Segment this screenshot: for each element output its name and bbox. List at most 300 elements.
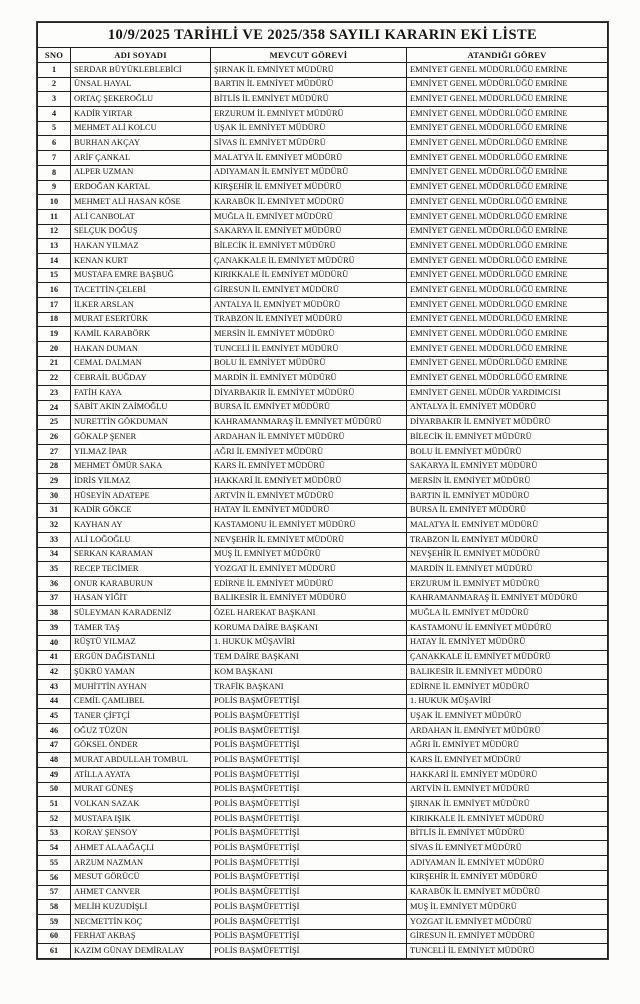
current-duty-cell: DİYARBAKIR İL EMNİYET MÜDÜRÜ <box>211 386 407 401</box>
row-number-cell: 47 <box>38 738 71 753</box>
table-row <box>38 870 608 885</box>
current-duty-cell: POLİS BAŞMÜFETTİŞİ <box>211 914 407 929</box>
row-number-cell: 21 <box>38 356 71 371</box>
current-duty-cell: POLİS BAŞMÜFETTİŞİ <box>211 709 407 724</box>
table-row <box>38 914 608 929</box>
row-number-cell: 1 <box>38 63 71 78</box>
current-duty-cell: KIRŞEHİR İL EMNİYET MÜDÜRÜ <box>211 180 407 195</box>
assignments-table <box>37 22 608 959</box>
table-row <box>38 885 608 900</box>
current-duty-cell: TEM DAİRE BAŞKANI <box>211 650 407 665</box>
name-cell: İLKER ARSLAN <box>71 298 211 313</box>
name-cell: TACETTİN ÇELEBİ <box>71 283 211 298</box>
name-cell: TAMER TAŞ <box>71 621 211 636</box>
table-row <box>38 107 608 122</box>
name-cell: YILMAZ İPAR <box>71 444 211 459</box>
row-number-cell: 52 <box>38 812 71 827</box>
row-number-cell: 17 <box>38 298 71 313</box>
name-cell: FATİH KAYA <box>71 386 211 401</box>
current-duty-cell: MARDİN İL EMNİYET MÜDÜRÜ <box>211 371 407 386</box>
row-number-cell: 13 <box>38 239 71 254</box>
table-row <box>38 312 608 327</box>
assigned-duty-cell: BARTIN İL EMNİYET MÜDÜRÜ <box>407 488 608 503</box>
name-cell: MEHMET ALİ HASAN KÖSE <box>71 195 211 210</box>
row-number-cell: 11 <box>38 209 71 224</box>
row-number-cell: 27 <box>38 444 71 459</box>
current-duty-cell: SİVAS İL EMNİYET MÜDÜRÜ <box>211 136 407 151</box>
column-header-current-duty: MEVCUT GÖREVİ <box>211 48 407 63</box>
assigned-duty-cell: EMNİYET GENEL MÜDÜRLÜĞÜ EMRİNE <box>407 77 608 92</box>
row-number-cell: 51 <box>38 797 71 812</box>
row-number-cell: 16 <box>38 283 71 298</box>
assigned-duty-cell: ADIYAMAN İL EMNİYET MÜDÜRÜ <box>407 856 608 871</box>
table-row <box>38 268 608 283</box>
current-duty-cell: ARTVİN İL EMNİYET MÜDÜRÜ <box>211 488 407 503</box>
assigned-duty-cell: BALIKESİR İL EMNİYET MÜDÜRÜ <box>407 665 608 680</box>
name-cell: FERHAT AKBAŞ <box>71 929 211 944</box>
name-cell: ATİLLA AYATA <box>71 768 211 783</box>
assigned-duty-cell: KIRIKKALE İL EMNİYET MÜDÜRÜ <box>407 812 608 827</box>
table-row <box>38 900 608 915</box>
name-cell: AHMET CANVER <box>71 885 211 900</box>
name-cell: ARZUM NAZMAN <box>71 856 211 871</box>
assigned-duty-cell: EMNİYET GENEL MÜDÜRLÜĞÜ EMRİNE <box>407 342 608 357</box>
current-duty-cell: BİLECİK İL EMNİYET MÜDÜRÜ <box>211 239 407 254</box>
current-duty-cell: POLİS BAŞMÜFETTİŞİ <box>211 929 407 944</box>
assigned-duty-cell: EMNİYET GENEL MÜDÜRLÜĞÜ EMRİNE <box>407 63 608 78</box>
row-number-cell: 35 <box>38 562 71 577</box>
table-row <box>38 797 608 812</box>
name-cell: NURETTİN GÖKDUMAN <box>71 415 211 430</box>
table-row <box>38 327 608 342</box>
row-number-cell: 33 <box>38 533 71 548</box>
row-number-cell: 49 <box>38 768 71 783</box>
current-duty-cell: POLİS BAŞMÜFETTİŞİ <box>211 885 407 900</box>
row-number-cell: 19 <box>38 327 71 342</box>
name-cell: HASAN YİĞİT <box>71 591 211 606</box>
name-cell: RECEP TECİMER <box>71 562 211 577</box>
row-number-cell: 32 <box>38 518 71 533</box>
table-row <box>38 518 608 533</box>
row-number-cell: 5 <box>38 121 71 136</box>
assigned-duty-cell: ERZURUM İL EMNİYET MÜDÜRÜ <box>407 577 608 592</box>
name-cell: ERDOĞAN KARTAL <box>71 180 211 195</box>
current-duty-cell: POLİS BAŞMÜFETTİŞİ <box>211 753 407 768</box>
row-number-cell: 14 <box>38 253 71 268</box>
current-duty-cell: BİTLİS İL EMNİYET MÜDÜRÜ <box>211 92 407 107</box>
table-row <box>38 768 608 783</box>
assigned-duty-cell: EMNİYET GENEL MÜDÜRLÜĞÜ EMRİNE <box>407 283 608 298</box>
assigned-duty-cell: SAKARYA İL EMNİYET MÜDÜRÜ <box>407 459 608 474</box>
name-cell: NECMETTİN KOÇ <box>71 914 211 929</box>
assigned-duty-cell: TRABZON İL EMNİYET MÜDÜRÜ <box>407 533 608 548</box>
assigned-duty-cell: YOZGAT İL EMNİYET MÜDÜRÜ <box>407 914 608 929</box>
current-duty-cell: POLİS BAŞMÜFETTİŞİ <box>211 694 407 709</box>
assigned-duty-cell: HATAY İL EMNİYET MÜDÜRÜ <box>407 635 608 650</box>
assigned-duty-cell: EDİRNE İL EMNİYET MÜDÜRÜ <box>407 679 608 694</box>
current-duty-cell: POLİS BAŞMÜFETTİŞİ <box>211 826 407 841</box>
row-number-cell: 9 <box>38 180 71 195</box>
assigned-duty-cell: UŞAK İL EMNİYET MÜDÜRÜ <box>407 709 608 724</box>
table-row <box>38 826 608 841</box>
assigned-duty-cell: MARDİN İL EMNİYET MÜDÜRÜ <box>407 562 608 577</box>
row-number-cell: 36 <box>38 577 71 592</box>
table-row <box>38 679 608 694</box>
table-row <box>38 841 608 856</box>
current-duty-cell: HAKKARİ İL EMNİYET MÜDÜRÜ <box>211 474 407 489</box>
row-number-cell: 43 <box>38 679 71 694</box>
table-row <box>38 224 608 239</box>
table-row <box>38 944 608 959</box>
name-cell: KADİR GÖKCE <box>71 503 211 518</box>
assigned-duty-cell: BURSA İL EMNİYET MÜDÜRÜ <box>407 503 608 518</box>
row-number-cell: 59 <box>38 914 71 929</box>
assigned-duty-cell: AĞRI İL EMNİYET MÜDÜRÜ <box>407 738 608 753</box>
name-cell: SERKAN KARAMAN <box>71 547 211 562</box>
name-cell: KADİR YIRTAR <box>71 107 211 122</box>
row-number-cell: 23 <box>38 386 71 401</box>
current-duty-cell: POLİS BAŞMÜFETTİŞİ <box>211 768 407 783</box>
current-duty-cell: ÖZEL HAREKAT BAŞKANI <box>211 606 407 621</box>
row-number-cell: 53 <box>38 826 71 841</box>
column-header-name: ADI SOYADI <box>71 48 211 63</box>
table-title-row <box>38 23 608 48</box>
name-cell: KAYHAN AY <box>71 518 211 533</box>
row-number-cell: 20 <box>38 342 71 357</box>
table-row <box>38 209 608 224</box>
table-row <box>38 606 608 621</box>
current-duty-cell: ADIYAMAN İL EMNİYET MÜDÜRÜ <box>211 165 407 180</box>
current-duty-cell: POLİS BAŞMÜFETTİŞİ <box>211 841 407 856</box>
assigned-duty-cell: BİLECİK İL EMNİYET MÜDÜRÜ <box>407 430 608 445</box>
table-row <box>38 400 608 415</box>
name-cell: KAZIM GÜNAY DEMİRALAY <box>71 944 211 959</box>
assigned-duty-cell: TUNCELİ İL EMNİYET MÜDÜRÜ <box>407 944 608 959</box>
current-duty-cell: POLİS BAŞMÜFETTİŞİ <box>211 870 407 885</box>
name-cell: MURAT GÜNEŞ <box>71 782 211 797</box>
row-number-cell: 6 <box>38 136 71 151</box>
assigned-duty-cell: HAKKARİ İL EMNİYET MÜDÜRÜ <box>407 768 608 783</box>
row-number-cell: 26 <box>38 430 71 445</box>
table-row <box>38 298 608 313</box>
assigned-duty-cell: EMNİYET GENEL MÜDÜRLÜĞÜ EMRİNE <box>407 312 608 327</box>
table-row <box>38 621 608 636</box>
assigned-duty-cell: NEVŞEHİR İL EMNİYET MÜDÜRÜ <box>407 547 608 562</box>
name-cell: SABİT AKIN ZAİMOĞLU <box>71 400 211 415</box>
assigned-duty-cell: KARABÜK İL EMNİYET MÜDÜRÜ <box>407 885 608 900</box>
name-cell: CEMAL DALMAN <box>71 356 211 371</box>
table-row <box>38 723 608 738</box>
assigned-duty-cell: ÇANAKKALE İL EMNİYET MÜDÜRÜ <box>407 650 608 665</box>
row-number-cell: 48 <box>38 753 71 768</box>
row-number-cell: 44 <box>38 694 71 709</box>
name-cell: RÜŞTÜ YILMAZ <box>71 635 211 650</box>
name-cell: ALPER UZMAN <box>71 165 211 180</box>
name-cell: ERGÜN DAĞISTANLI <box>71 650 211 665</box>
table-row <box>38 577 608 592</box>
current-duty-cell: KASTAMONU İL EMNİYET MÜDÜRÜ <box>211 518 407 533</box>
table-row <box>38 342 608 357</box>
current-duty-cell: BALIKESİR İL EMNİYET MÜDÜRÜ <box>211 591 407 606</box>
current-duty-cell: MUŞ İL EMNİYET MÜDÜRÜ <box>211 547 407 562</box>
name-cell: BURHAN AKÇAY <box>71 136 211 151</box>
name-cell: ALİ LOĞOĞLU <box>71 533 211 548</box>
current-duty-cell: HATAY İL EMNİYET MÜDÜRÜ <box>211 503 407 518</box>
name-cell: KAMİL KARABÖRK <box>71 327 211 342</box>
name-cell: MUHİTTİN AYHAN <box>71 679 211 694</box>
assigned-duty-cell: EMNİYET GENEL MÜDÜRLÜĞÜ EMRİNE <box>407 165 608 180</box>
current-duty-cell: MERSİN İL EMNİYET MÜDÜRÜ <box>211 327 407 342</box>
table-row <box>38 356 608 371</box>
current-duty-cell: POLİS BAŞMÜFETTİŞİ <box>211 944 407 959</box>
assigned-duty-cell: EMNİYET GENEL MÜDÜRLÜĞÜ EMRİNE <box>407 180 608 195</box>
assigned-duty-cell: DİYARBAKIR İL EMNİYET MÜDÜRÜ <box>407 415 608 430</box>
row-number-cell: 40 <box>38 635 71 650</box>
table-row <box>38 121 608 136</box>
current-duty-cell: POLİS BAŞMÜFETTİŞİ <box>211 738 407 753</box>
row-number-cell: 31 <box>38 503 71 518</box>
name-cell: ORTAÇ ŞEKEROĞLU <box>71 92 211 107</box>
table-row <box>38 136 608 151</box>
current-duty-cell: ŞIRNAK İL EMNİYET MÜDÜRÜ <box>211 63 407 78</box>
assigned-duty-cell: ANTALYA İL EMNİYET MÜDÜRÜ <box>407 400 608 415</box>
current-duty-cell: KARS İL EMNİYET MÜDÜRÜ <box>211 459 407 474</box>
current-duty-cell: YOZGAT İL EMNİYET MÜDÜRÜ <box>211 562 407 577</box>
assigned-duty-cell: ARDAHAN İL EMNİYET MÜDÜRÜ <box>407 723 608 738</box>
assigned-duty-cell: EMNİYET GENEL MÜDÜRLÜĞÜ EMRİNE <box>407 356 608 371</box>
assigned-duty-cell: EMNİYET GENEL MÜDÜRLÜĞÜ EMRİNE <box>407 107 608 122</box>
assigned-duty-cell: EMNİYET GENEL MÜDÜRLÜĞÜ EMRİNE <box>407 268 608 283</box>
current-duty-cell: NEVŞEHİR İL EMNİYET MÜDÜRÜ <box>211 533 407 548</box>
assigned-duty-cell: KIRŞEHİR İL EMNİYET MÜDÜRÜ <box>407 870 608 885</box>
table-row <box>38 444 608 459</box>
current-duty-cell: TRAFİK BAŞKANI <box>211 679 407 694</box>
assigned-duty-cell: EMNİYET GENEL MÜDÜRLÜĞÜ EMRİNE <box>407 371 608 386</box>
assigned-duty-cell: 1. HUKUK MÜŞAVİRİ <box>407 694 608 709</box>
current-duty-cell: POLİS BAŞMÜFETTİŞİ <box>211 856 407 871</box>
table-row <box>38 165 608 180</box>
current-duty-cell: MALATYA İL EMNİYET MÜDÜRÜ <box>211 151 407 166</box>
name-cell: MELİH KUZUDİŞLİ <box>71 900 211 915</box>
assigned-duty-cell: MUŞ İL EMNİYET MÜDÜRÜ <box>407 900 608 915</box>
row-number-cell: 25 <box>38 415 71 430</box>
document-title: 10/9/2025 TARİHLİ VE 2025/358 SAYILI KARARIN EKİ LİSTE <box>38 23 608 48</box>
current-duty-cell: POLİS BAŞMÜFETTİŞİ <box>211 723 407 738</box>
table-row <box>38 195 608 210</box>
current-duty-cell: POLİS BAŞMÜFETTİŞİ <box>211 900 407 915</box>
assigned-duty-cell: SİVAS İL EMNİYET MÜDÜRÜ <box>407 841 608 856</box>
assigned-duty-cell: EMNİYET GENEL MÜDÜRLÜĞÜ EMRİNE <box>407 253 608 268</box>
table-row <box>38 92 608 107</box>
column-header-sno: SNO <box>38 48 71 63</box>
current-duty-cell: POLİS BAŞMÜFETTİŞİ <box>211 812 407 827</box>
name-cell: MEHMET ALİ KOLCU <box>71 121 211 136</box>
current-duty-cell: KOM BAŞKANI <box>211 665 407 680</box>
row-number-cell: 50 <box>38 782 71 797</box>
name-cell: MEHMET ÖMÜR SAKA <box>71 459 211 474</box>
assigned-duty-cell: EMNİYET GENEL MÜDÜRLÜĞÜ EMRİNE <box>407 239 608 254</box>
name-cell: SÜLEYMAN KARADENİZ <box>71 606 211 621</box>
table-row <box>38 415 608 430</box>
table-row <box>38 812 608 827</box>
name-cell: KORAY ŞENSOY <box>71 826 211 841</box>
table-row <box>38 77 608 92</box>
assigned-duty-cell: EMNİYET GENEL MÜDÜRLÜĞÜ EMRİNE <box>407 136 608 151</box>
row-number-cell: 41 <box>38 650 71 665</box>
row-number-cell: 58 <box>38 900 71 915</box>
name-cell: ALİ CANBOLAT <box>71 209 211 224</box>
name-cell: ONUR KARABURUN <box>71 577 211 592</box>
current-duty-cell: POLİS BAŞMÜFETTİŞİ <box>211 782 407 797</box>
assigned-duty-cell: EMNİYET GENEL MÜDÜRLÜĞÜ EMRİNE <box>407 92 608 107</box>
row-number-cell: 4 <box>38 107 71 122</box>
row-number-cell: 45 <box>38 709 71 724</box>
row-number-cell: 37 <box>38 591 71 606</box>
table-row <box>38 151 608 166</box>
name-cell: OĞUZ TÜZÜN <box>71 723 211 738</box>
name-cell: GÖKSEL ÖNDER <box>71 738 211 753</box>
current-duty-cell: KAHRAMANMARAŞ İL EMNİYET MÜDÜRÜ <box>211 415 407 430</box>
table-body <box>38 63 608 959</box>
table-row <box>38 562 608 577</box>
current-duty-cell: BURSA İL EMNİYET MÜDÜRÜ <box>211 400 407 415</box>
assigned-duty-cell: BİTLİS İL EMNİYET MÜDÜRÜ <box>407 826 608 841</box>
assigned-duty-cell: EMNİYET GENEL MÜDÜRLÜĞÜ EMRİNE <box>407 209 608 224</box>
row-number-cell: 22 <box>38 371 71 386</box>
assigned-duty-cell: ARTVİN İL EMNİYET MÜDÜRÜ <box>407 782 608 797</box>
table-row <box>38 459 608 474</box>
name-cell: TANER ÇİFTÇİ <box>71 709 211 724</box>
table-row <box>38 738 608 753</box>
name-cell: HÜSEYİN ADATEPE <box>71 488 211 503</box>
name-cell: ŞÜKRÜ YAMAN <box>71 665 211 680</box>
table-row <box>38 591 608 606</box>
current-duty-cell: KIRIKKALE İL EMNİYET MÜDÜRÜ <box>211 268 407 283</box>
table-row <box>38 709 608 724</box>
table-row <box>38 650 608 665</box>
name-cell: CEMİL ÇAMLIBEL <box>71 694 211 709</box>
current-duty-cell: ARDAHAN İL EMNİYET MÜDÜRÜ <box>211 430 407 445</box>
table-row <box>38 474 608 489</box>
current-duty-cell: MUĞLA İL EMNİYET MÜDÜRÜ <box>211 209 407 224</box>
row-number-cell: 12 <box>38 224 71 239</box>
row-number-cell: 8 <box>38 165 71 180</box>
table-row <box>38 635 608 650</box>
table-row <box>38 63 608 78</box>
row-number-cell: 38 <box>38 606 71 621</box>
row-number-cell: 3 <box>38 92 71 107</box>
table-header-row <box>38 48 608 63</box>
table-row <box>38 239 608 254</box>
table-row <box>38 929 608 944</box>
name-cell: HAKAN DUMAN <box>71 342 211 357</box>
current-duty-cell: SAKARYA İL EMNİYET MÜDÜRÜ <box>211 224 407 239</box>
table-row <box>38 782 608 797</box>
row-number-cell: 61 <box>38 944 71 959</box>
table-row <box>38 533 608 548</box>
assigned-duty-cell: GİRESUN İL EMNİYET MÜDÜRÜ <box>407 929 608 944</box>
assigned-duty-cell: ŞIRNAK İL EMNİYET MÜDÜRÜ <box>407 797 608 812</box>
row-number-cell: 10 <box>38 195 71 210</box>
table-row <box>38 503 608 518</box>
table-row <box>38 386 608 401</box>
assigned-duty-cell: EMNİYET GENEL MÜDÜRLÜĞÜ EMRİNE <box>407 298 608 313</box>
name-cell: MURAT ESERTÜRK <box>71 312 211 327</box>
table-row <box>38 430 608 445</box>
row-number-cell: 29 <box>38 474 71 489</box>
row-number-cell: 46 <box>38 723 71 738</box>
table-row <box>38 694 608 709</box>
name-cell: AHMET ALAAĞAÇLI <box>71 841 211 856</box>
row-number-cell: 42 <box>38 665 71 680</box>
assigned-duty-cell: EMNİYET GENEL MÜDÜRLÜĞÜ EMRİNE <box>407 195 608 210</box>
current-duty-cell: UŞAK İL EMNİYET MÜDÜRÜ <box>211 121 407 136</box>
table-row <box>38 283 608 298</box>
row-number-cell: 30 <box>38 488 71 503</box>
current-duty-cell: GİRESUN İL EMNİYET MÜDÜRÜ <box>211 283 407 298</box>
name-cell: ARİF ÇANKAL <box>71 151 211 166</box>
current-duty-cell: BOLU İL EMNİYET MÜDÜRÜ <box>211 356 407 371</box>
assigned-duty-cell: KARS İL EMNİYET MÜDÜRÜ <box>407 753 608 768</box>
row-number-cell: 56 <box>38 870 71 885</box>
assigned-duty-cell: KASTAMONU İL EMNİYET MÜDÜRÜ <box>407 621 608 636</box>
name-cell: MUSTAFA IŞIK <box>71 812 211 827</box>
table-row <box>38 856 608 871</box>
current-duty-cell: KARABÜK İL EMNİYET MÜDÜRÜ <box>211 195 407 210</box>
current-duty-cell: 1. HUKUK MÜŞAVİRİ <box>211 635 407 650</box>
table-row <box>38 753 608 768</box>
name-cell: KENAN KURT <box>71 253 211 268</box>
row-number-cell: 2 <box>38 77 71 92</box>
row-number-cell: 54 <box>38 841 71 856</box>
assigned-duty-cell: EMNİYET GENEL MÜDÜRLÜĞÜ EMRİNE <box>407 224 608 239</box>
name-cell: SELÇUK DOĞUŞ <box>71 224 211 239</box>
decree-annex-list <box>37 22 607 959</box>
name-cell: SERDAR BÜYÜKLEBLEBİCİ <box>71 63 211 78</box>
name-cell: ÜNSAL HAYAL <box>71 77 211 92</box>
assigned-duty-cell: EMNİYET GENEL MÜDÜRLÜĞÜ EMRİNE <box>407 121 608 136</box>
assigned-duty-cell: MUĞLA İL EMNİYET MÜDÜRÜ <box>407 606 608 621</box>
column-header-assigned-duty: ATANDIĞI GÖREV <box>407 48 608 63</box>
assigned-duty-cell: EMNİYET GENEL MÜDÜR YARDIMCISI <box>407 386 608 401</box>
current-duty-cell: ÇANAKKALE İL EMNİYET MÜDÜRÜ <box>211 253 407 268</box>
row-number-cell: 7 <box>38 151 71 166</box>
row-number-cell: 34 <box>38 547 71 562</box>
assigned-duty-cell: EMNİYET GENEL MÜDÜRLÜĞÜ EMRİNE <box>407 327 608 342</box>
current-duty-cell: AĞRI İL EMNİYET MÜDÜRÜ <box>211 444 407 459</box>
name-cell: CEBRAİL BUĞDAY <box>71 371 211 386</box>
name-cell: HAKAN YILMAZ <box>71 239 211 254</box>
row-number-cell: 60 <box>38 929 71 944</box>
assigned-duty-cell: EMNİYET GENEL MÜDÜRLÜĞÜ EMRİNE <box>407 151 608 166</box>
table-row <box>38 488 608 503</box>
current-duty-cell: POLİS BAŞMÜFETTİŞİ <box>211 797 407 812</box>
assigned-duty-cell: BOLU İL EMNİYET MÜDÜRÜ <box>407 444 608 459</box>
name-cell: İDRİS YILMAZ <box>71 474 211 489</box>
assigned-duty-cell: MERSİN İL EMNİYET MÜDÜRÜ <box>407 474 608 489</box>
row-number-cell: 15 <box>38 268 71 283</box>
row-number-cell: 18 <box>38 312 71 327</box>
current-duty-cell: TUNCELİ İL EMNİYET MÜDÜRÜ <box>211 342 407 357</box>
table-row <box>38 665 608 680</box>
row-number-cell: 28 <box>38 459 71 474</box>
assigned-duty-cell: MALATYA İL EMNİYET MÜDÜRÜ <box>407 518 608 533</box>
current-duty-cell: KORUMA DAİRE BAŞKANI <box>211 621 407 636</box>
row-number-cell: 24 <box>38 400 71 415</box>
current-duty-cell: EDİRNE İL EMNİYET MÜDÜRÜ <box>211 577 407 592</box>
table-row <box>38 180 608 195</box>
name-cell: VOLKAN SAZAK <box>71 797 211 812</box>
